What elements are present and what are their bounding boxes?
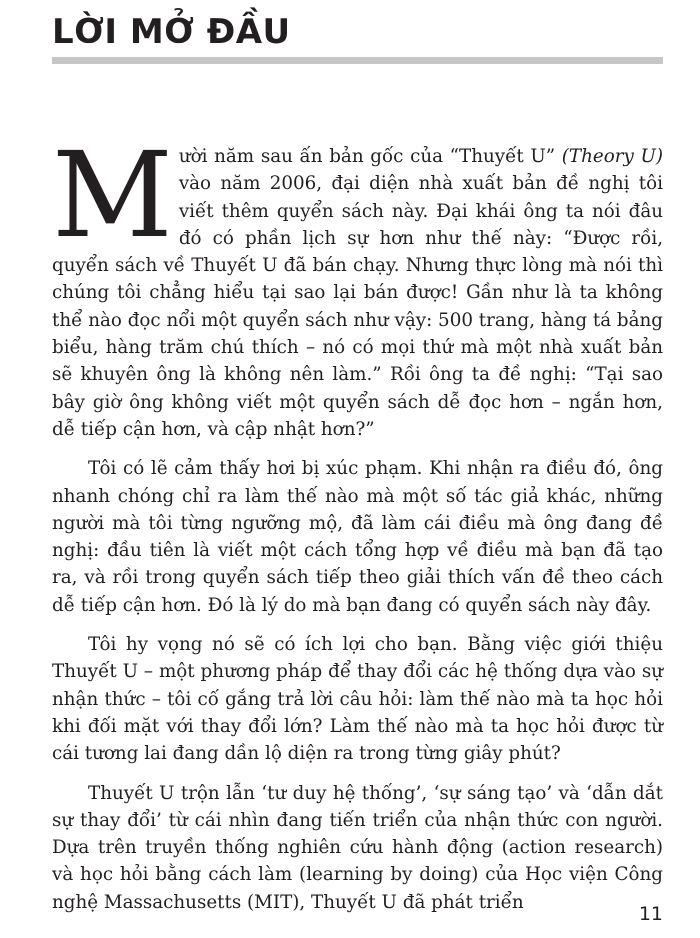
paragraph-2: Tôi có lẽ cảm thấy hơi bị xúc phạm. Khi nhận ra điều đó, ông nhanh chóng chỉ ra làm thế nào mà một số tác giả khác, những người mà tôi từng ngưỡng mộ, đã làm cái điều mà ông đang đề nghị: đầu tiên là viết một cách tổng hợp về điều mà bạn đã tạo ra, và rồi trong quyển sách tiếp theo giải thích vấn đề theo cách dễ tiếp cận hơn. Đó là lý do mà bạn đang có quyển sách này đây. <box>52 458 663 616</box>
page-number: 11 <box>638 903 663 925</box>
paragraph-3: Tôi hy vọng nó sẽ có ích lợi cho bạn. Bằng việc giới thiệu Thuyết U – một phương pháp để thay đổi các hệ thống dựa vào sự nhận thức – tôi cố gắng trả lời câu hỏi: làm thế nào mà ta học hỏi khi đối mặt với thay đổi lớn? Làm thế nào mà ta học hỏi được từ cái tương lai đang dần lộ diện ra trong từng giây phút? <box>52 634 663 765</box>
body-text <box>52 126 664 928</box>
drop-cap: M <box>52 126 173 264</box>
paragraph-1 <box>52 126 664 443</box>
paragraph-1-text-b: vào năm 2006, đại diện nhà xuất bản đề nghị tôi viết thêm quyển sách này. Đại khái ông ta nói đâu đó có phần lịch sự hơn như thế này: “Được rồi, quyển sách về Thuyết U đã bán chạy. Nhưng thực lòng mà nói thì chúng tôi chẳng hiểu tại sao lại bán được! Gần như là ta không thể nào đọc nổi một quyển sách như vậy: 500 trang, hàng tá bảng biểu, hàng trăm chú thích – nó có mọi thứ mà một nhà xuất bản sẽ khuyên ông là không nên làm.” Rồi ông ta đề nghị: “Tại sao bây giờ ông không viết một quyển sách dễ đọc hơn – ngắn hơn, dễ tiếp cận hơn, và cập nhật hơn?” <box>52 173 663 440</box>
paragraph-4: Thuyết U trộn lẫn ‘tư duy hệ thống’, ‘sự sáng tạo’ và ‘dẫn dắt sự thay đổi’ từ cái nhìn đang tiến triển của nhận thức con người. Dựa trên truyền thống nghiên cứu hành động (action research) và học hỏi bằng cách làm (learning by doing) của Học viện Công nghệ Massachusetts (MIT), Thuyết U đã phát triển <box>52 782 663 913</box>
chapter-heading: LỜI MỞ ĐẦU <box>52 12 291 52</box>
heading-rule <box>52 57 663 64</box>
paragraph-1-text-a: ười năm sau ấn bản gốc của “Thuyết U” <box>178 146 562 167</box>
paragraph-1-italic: (Theory U) <box>561 146 664 167</box>
